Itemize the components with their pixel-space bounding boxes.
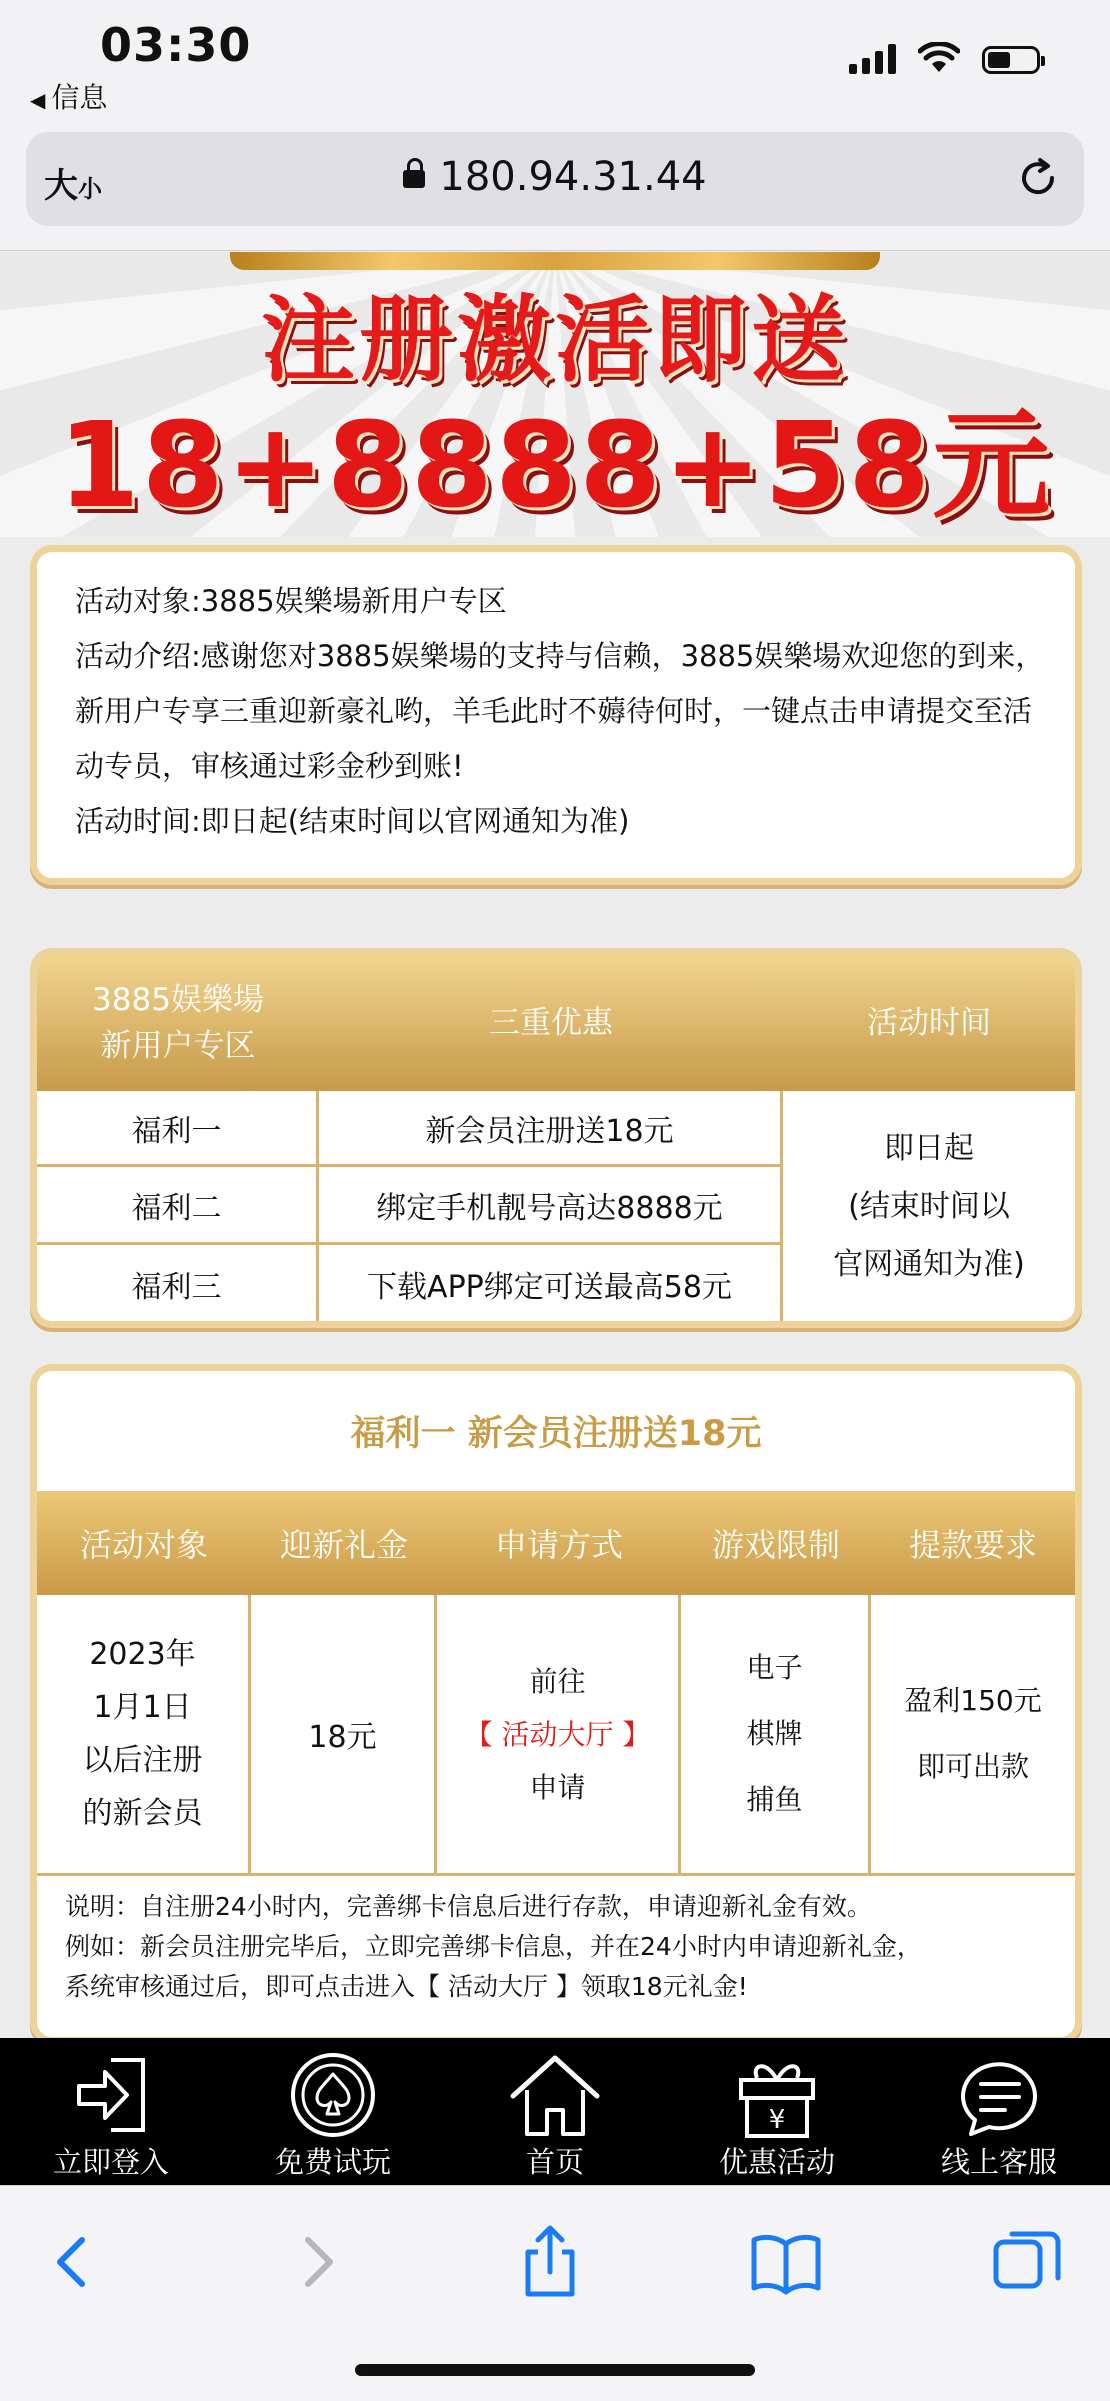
- nav-login[interactable]: [0, 2038, 222, 2185]
- welfare-row-desc: 新会员注册送18元: [319, 1091, 783, 1167]
- text-size-small-label: 小: [78, 175, 102, 203]
- target-line: 1月1日: [93, 1690, 192, 1725]
- apply-line: 前往: [529, 1664, 586, 1698]
- detail-header-row: [37, 1491, 1075, 1595]
- nav-label: 首页: [525, 2145, 584, 2179]
- login-icon: [61, 2050, 161, 2140]
- url-field[interactable]: [26, 154, 1084, 200]
- welfare-table: [30, 948, 1082, 1328]
- browser-address-area: [0, 130, 1110, 251]
- reload-icon[interactable]: [1016, 156, 1060, 200]
- nav-promotions[interactable]: [666, 2038, 888, 2185]
- detail-header-cell: 活动对象: [79, 1526, 208, 1564]
- apply-line: 申请: [529, 1770, 586, 1804]
- header-zone-line1: 3885娱樂場: [92, 982, 264, 1018]
- detail-header-cell: 申请方式: [494, 1526, 623, 1564]
- welfare-row-name: 福利二: [37, 1167, 319, 1245]
- nav-customer-service[interactable]: [888, 2038, 1110, 2185]
- banner-amount: 18+8888+58元: [57, 396, 1053, 534]
- note-line: 说明：自注册24小时内，完善绑卡信息后进行存款，申请迎新礼金有效。: [65, 1892, 872, 1921]
- info-line: 活动时间:即日起(结束时间以官网通知为准): [75, 804, 630, 838]
- lock-icon: [403, 170, 425, 188]
- welfare-time-cell: [783, 1091, 1075, 1323]
- status-icons: [849, 42, 1040, 74]
- safari-toolbar: [0, 2185, 1110, 2401]
- time-line: 即日起: [884, 1131, 974, 1166]
- header-zone-line2: 新用户专区: [100, 1028, 256, 1064]
- detail-games-cell: [681, 1595, 871, 1873]
- time-line: 官网通知为准): [833, 1247, 1025, 1282]
- back-triangle-icon: ◀: [30, 88, 46, 112]
- detail-header-cell: 提款要求: [908, 1526, 1037, 1564]
- nav-label: 线上客服: [940, 2145, 1057, 2179]
- nav-label: 立即登入: [52, 2145, 169, 2179]
- detail-header-cell: 游戏限制: [711, 1526, 840, 1564]
- welfare-header-offers: 三重优惠: [489, 1005, 613, 1041]
- welfare-one-detail-table: [30, 1364, 1082, 2044]
- withdraw-line: 盈利150元: [904, 1684, 1042, 1717]
- tabs-icon[interactable]: [988, 2222, 1068, 2302]
- status-time: 03:30: [100, 18, 252, 72]
- url-text: 180.94.31.44: [439, 154, 707, 200]
- back-to-app-link[interactable]: [30, 76, 107, 116]
- info-line: 活动介绍:感谢您对3885娱樂場的支持与信赖，3885娱樂場欢迎您的到来，: [75, 639, 1045, 673]
- welfare-row-desc: 绑定手机靓号高达8888元: [319, 1167, 783, 1245]
- game-type: 捕鱼: [746, 1783, 803, 1816]
- game-type: 棋牌: [746, 1717, 803, 1750]
- detail-header-cell: 迎新礼金: [279, 1526, 408, 1564]
- home-indicator[interactable]: [355, 2364, 755, 2376]
- signal-icon: [849, 42, 896, 74]
- target-line: 2023年: [89, 1637, 196, 1672]
- detail-apply-cell: [437, 1595, 681, 1873]
- share-icon[interactable]: [510, 2222, 590, 2302]
- note-line: 例如：新会员注册完毕后，立即完善绑卡信息，并在24小时内申请迎新礼金，: [65, 1932, 922, 1961]
- svg-text:¥: ¥: [768, 2105, 786, 2135]
- welfare-row-desc: 下载APP绑定可送最高58元: [319, 1245, 783, 1323]
- address-bar[interactable]: [26, 132, 1084, 226]
- detail-target-cell: [37, 1595, 251, 1873]
- welfare-header-zone: [37, 955, 319, 1091]
- time-line: (结束时间以: [848, 1189, 1010, 1224]
- text-size-label: 大: [44, 166, 78, 206]
- info-line: 活动对象:3885娱樂場新用户专区: [75, 584, 507, 618]
- game-type: 电子: [746, 1651, 803, 1684]
- target-line: 的新会员: [82, 1796, 203, 1831]
- info-line: 新用户专享三重迎新豪礼哟，羊毛此时不薅待何时，一键点击申请提交至活: [75, 694, 1033, 728]
- gift-icon: [727, 2050, 827, 2140]
- note-line: 系统审核通过后，即可点击进入【 活动大厅 】领取18元礼金!: [65, 1972, 748, 2001]
- home-icon: [505, 2050, 605, 2140]
- welfare-header-time: 活动时间: [867, 1005, 991, 1041]
- status-bar: [0, 0, 1110, 130]
- detail-withdraw-cell: [871, 1595, 1075, 1873]
- wifi-icon: [918, 42, 960, 74]
- site-bottom-nav: [0, 2038, 1110, 2185]
- nav-label: 免费试玩: [274, 2145, 391, 2179]
- detail-title: 福利一 新会员注册送18元: [350, 1414, 762, 1454]
- banner-headline: 注册激活即送: [260, 286, 849, 395]
- target-line: 以后注册: [82, 1743, 203, 1778]
- nav-free-trial[interactable]: [222, 2038, 444, 2185]
- promo-banner: [0, 252, 1110, 537]
- welfare-table-header: [37, 955, 1075, 1091]
- nav-home[interactable]: [444, 2038, 666, 2185]
- activity-hall-link[interactable]: 【 活动大厅 】: [464, 1717, 651, 1751]
- info-line: 动专员，审核通过彩金秒到账!: [75, 749, 464, 783]
- forward-icon[interactable]: [276, 2222, 356, 2302]
- back-app-label: 信息: [51, 81, 108, 114]
- activity-info-card: [30, 545, 1082, 885]
- back-icon[interactable]: [34, 2222, 114, 2302]
- welfare-row-name: 福利三: [37, 1245, 319, 1323]
- battery-icon: [982, 46, 1040, 74]
- bookmarks-icon[interactable]: [746, 2222, 826, 2302]
- withdraw-line: 即可出款: [916, 1750, 1029, 1783]
- detail-notes: [65, 1887, 922, 2007]
- welfare-row-name: 福利一: [37, 1091, 319, 1167]
- nav-label: 优惠活动: [718, 2145, 835, 2179]
- spade-chip-icon: [283, 2050, 383, 2140]
- detail-bonus-cell: [251, 1595, 437, 1873]
- bonus-amount: 18元: [308, 1720, 377, 1755]
- chat-icon: [949, 2050, 1049, 2140]
- detail-divider: [37, 1873, 1075, 1876]
